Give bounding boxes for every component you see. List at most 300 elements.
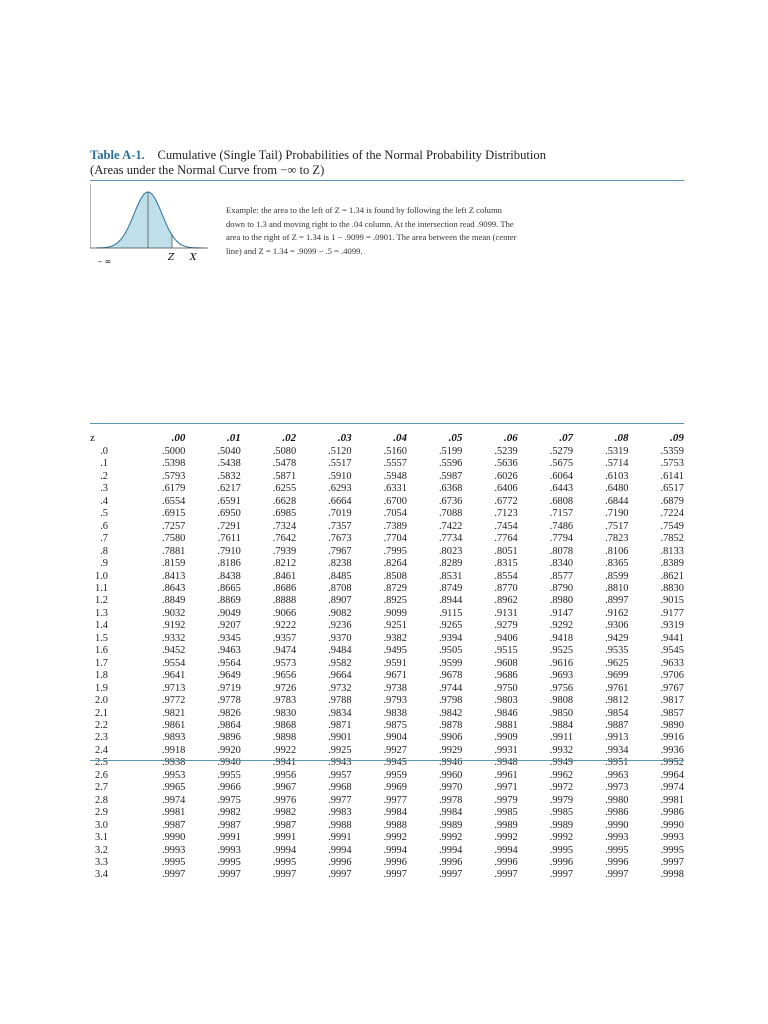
probability-cell: .9974 xyxy=(660,782,684,794)
normal-curve-svg xyxy=(90,184,210,266)
table-row xyxy=(90,670,684,682)
probability-cell: .9319 xyxy=(660,620,684,632)
probability-cell: .8212 xyxy=(272,558,297,570)
probability-cell: .5000 xyxy=(162,446,186,457)
z-table xyxy=(90,429,684,882)
probability-cell: .9994 xyxy=(328,844,352,856)
table-row xyxy=(90,583,684,595)
x-label: X xyxy=(190,253,197,263)
probability-cell: .9957 xyxy=(328,769,352,781)
probability-cell: .8554 xyxy=(494,570,518,582)
probability-cell: .9761 xyxy=(605,682,629,694)
probability-cell: .7995 xyxy=(383,545,407,557)
probability-cell: .9162 xyxy=(605,607,629,619)
probability-cell: .9591 xyxy=(383,657,407,669)
z-value-cell xyxy=(90,670,130,682)
probability-cell: .6141 xyxy=(660,470,684,482)
probability-cell: .9989 xyxy=(549,819,574,831)
z-value-cell xyxy=(90,620,130,632)
example-line-2: down to 1.3 and moving right to the .04 column. At the intersection read .9099. The xyxy=(226,218,514,229)
probability-cell: .8962 xyxy=(494,595,518,607)
z-value: 1.8 xyxy=(95,670,108,682)
probability-cell: .7190 xyxy=(605,508,629,520)
probability-cell: .9995 xyxy=(217,856,241,868)
table-row xyxy=(90,645,684,657)
probability-cell: .9535 xyxy=(605,645,629,657)
z-value-cell xyxy=(90,795,130,807)
probability-cell: .8869 xyxy=(217,595,241,607)
probability-cell: .9979 xyxy=(494,794,518,806)
probability-cell: .9983 xyxy=(328,807,352,819)
probability-cell: .9992 xyxy=(438,832,463,844)
probability-cell: .8289 xyxy=(438,558,463,570)
probability-cell: .9988 xyxy=(328,819,352,831)
probability-cell: .7324 xyxy=(272,520,297,532)
probability-cell: .7224 xyxy=(660,508,684,520)
probability-cell: .9980 xyxy=(605,794,629,806)
probability-cell: .9564 xyxy=(217,657,241,669)
probability-cell: .9887 xyxy=(605,719,629,731)
probability-cell: .8340 xyxy=(549,558,574,570)
probability-cell: .9177 xyxy=(660,607,684,619)
probability-cell: .9996 xyxy=(494,856,518,868)
probability-cell: .9918 xyxy=(162,744,186,756)
probability-cell: .9906 xyxy=(438,732,463,744)
table-row xyxy=(90,708,684,720)
probability-cell: .7088 xyxy=(438,508,463,520)
probability-cell: .5478 xyxy=(272,458,297,470)
probability-cell: .9973 xyxy=(605,782,629,794)
probability-cell: .7852 xyxy=(660,533,684,545)
probability-cell: .9997 xyxy=(383,869,407,881)
probability-cell: .8485 xyxy=(328,570,352,582)
z-value: .7 xyxy=(100,533,108,545)
probability-cell: .9525 xyxy=(549,645,574,657)
z-value-cell xyxy=(90,695,130,707)
probability-cell: .5636 xyxy=(494,458,518,470)
probability-cell: .9838 xyxy=(383,707,407,719)
z-value: .5 xyxy=(100,508,108,520)
probability-cell: .9664 xyxy=(328,670,352,682)
probability-cell: .9115 xyxy=(439,607,463,619)
probability-cell: .9978 xyxy=(438,794,463,806)
probability-cell: .7580 xyxy=(162,533,186,545)
probability-cell: .9783 xyxy=(272,695,297,707)
z-value-cell xyxy=(90,683,130,695)
probability-cell: .8944 xyxy=(438,595,463,607)
probability-cell: .9441 xyxy=(660,632,684,644)
probability-cell: .9997 xyxy=(549,869,574,881)
probability-cell: .9656 xyxy=(272,670,297,682)
probability-cell: .9909 xyxy=(494,732,518,744)
probability-cell: .9985 xyxy=(494,807,518,819)
probability-cell: .9987 xyxy=(162,819,186,831)
probability-cell: .9992 xyxy=(383,832,407,844)
probability-cell: .9830 xyxy=(272,707,297,719)
probability-cell: .9793 xyxy=(383,695,407,707)
z-value: .0 xyxy=(100,446,108,457)
probability-cell: .5871 xyxy=(272,470,297,482)
probability-cell: .9960 xyxy=(438,769,463,781)
column-header: .02 xyxy=(282,431,297,444)
probability-cell: .9706 xyxy=(660,670,684,682)
probability-cell: .9893 xyxy=(162,732,186,744)
probability-cell: .9357 xyxy=(272,632,297,644)
probability-cell: .9826 xyxy=(217,707,241,719)
probability-cell: .5438 xyxy=(217,458,241,470)
probability-cell: .9370 xyxy=(328,632,352,644)
probability-cell: .9956 xyxy=(272,769,297,781)
probability-cell: .9904 xyxy=(383,732,407,744)
table-label: Table A-1. xyxy=(90,148,145,162)
probability-cell: .5239 xyxy=(494,446,518,457)
probability-cell: .6368 xyxy=(438,483,463,495)
probability-cell: .9994 xyxy=(272,844,297,856)
probability-cell: .8729 xyxy=(383,582,407,594)
probability-cell: .9996 xyxy=(383,856,407,868)
probability-cell: .6103 xyxy=(605,470,629,482)
probability-cell: .9846 xyxy=(494,707,518,719)
bottom-rule xyxy=(90,760,684,761)
probability-cell: .9429 xyxy=(605,632,629,644)
z-value-cell xyxy=(90,720,130,732)
table-row xyxy=(90,770,684,782)
probability-cell: .9929 xyxy=(438,744,463,756)
probability-cell: .5120 xyxy=(328,446,352,457)
probability-cell: .9713 xyxy=(162,682,186,694)
probability-cell: .8577 xyxy=(549,570,574,582)
probability-cell: .9934 xyxy=(605,744,629,756)
z-value: .2 xyxy=(100,470,108,482)
probability-cell: .9995 xyxy=(605,844,629,856)
probability-cell: .9985 xyxy=(549,807,574,819)
probability-cell: .9452 xyxy=(162,645,186,657)
probability-cell: .7794 xyxy=(549,533,574,545)
probability-cell: .9995 xyxy=(549,844,574,856)
table-header-row xyxy=(90,429,684,446)
probability-cell: .9032 xyxy=(162,607,186,619)
probability-cell: .9913 xyxy=(605,732,629,744)
probability-cell: .9992 xyxy=(549,832,574,844)
table-row xyxy=(90,720,684,732)
probability-cell: .9881 xyxy=(494,719,518,731)
probability-cell: .9898 xyxy=(272,732,297,744)
z-value: 3.4 xyxy=(95,869,108,881)
probability-cell: .9671 xyxy=(383,670,407,682)
probability-cell: .5714 xyxy=(605,458,629,470)
z-value-cell xyxy=(90,770,130,782)
probability-cell: .9991 xyxy=(328,832,352,844)
probability-cell: .7910 xyxy=(217,545,241,557)
probability-cell: .9971 xyxy=(494,782,518,794)
probability-cell: .8159 xyxy=(162,558,186,570)
probability-cell: .9798 xyxy=(438,695,463,707)
z-value: 3.3 xyxy=(95,856,108,868)
probability-cell: .9744 xyxy=(438,682,463,694)
z-value: 1.7 xyxy=(95,657,108,669)
probability-cell: .7549 xyxy=(660,520,684,532)
probability-cell: .9484 xyxy=(328,645,352,657)
z-column-header: z xyxy=(90,431,95,444)
probability-cell: .6331 xyxy=(383,483,407,495)
probability-cell: .9719 xyxy=(217,682,241,694)
probability-cell: .7704 xyxy=(383,533,407,545)
probability-cell: .8264 xyxy=(383,558,407,570)
probability-cell: .9996 xyxy=(605,856,629,868)
table-row xyxy=(90,658,684,670)
probability-cell: .9977 xyxy=(383,794,407,806)
probability-cell: .6664 xyxy=(328,495,352,507)
probability-cell: .6591 xyxy=(217,495,241,507)
probability-cell: .8888 xyxy=(272,595,297,607)
table-row xyxy=(90,832,684,844)
table-row xyxy=(90,483,684,495)
probability-cell: .9946 xyxy=(438,757,463,769)
probability-cell: .8133 xyxy=(660,545,684,557)
probability-cell: .9964 xyxy=(660,769,684,781)
probability-cell: .6554 xyxy=(162,495,186,507)
probability-cell: .9418 xyxy=(549,632,574,644)
probability-cell: .9993 xyxy=(162,844,186,856)
probability-cell: .6293 xyxy=(328,483,352,495)
z-value-cell xyxy=(90,608,130,620)
probability-cell: .9878 xyxy=(438,719,463,731)
column-header: .06 xyxy=(503,431,518,444)
probability-cell: .6255 xyxy=(272,483,297,495)
table-row xyxy=(90,695,684,707)
example-text xyxy=(226,204,592,258)
z-value-cell xyxy=(90,820,130,832)
probability-cell: .9292 xyxy=(549,620,574,632)
z-value-cell xyxy=(90,708,130,720)
probability-cell: .9984 xyxy=(438,807,463,819)
probability-cell: .8106 xyxy=(605,545,629,557)
table-row xyxy=(90,620,684,632)
probability-cell: .9901 xyxy=(328,732,352,744)
z-value: 2.3 xyxy=(95,732,108,744)
probability-cell: .9625 xyxy=(605,657,629,669)
probability-cell: .9236 xyxy=(328,620,352,632)
column-header: .01 xyxy=(227,431,241,444)
z-value-cell xyxy=(90,571,130,583)
probability-cell: .9986 xyxy=(660,807,684,819)
probability-cell: .9505 xyxy=(438,645,463,657)
probability-cell: .6808 xyxy=(549,495,574,507)
probability-cell: .5199 xyxy=(438,446,463,457)
probability-cell: .5160 xyxy=(383,446,407,457)
probability-cell: .9911 xyxy=(550,732,574,744)
probability-cell: .9842 xyxy=(438,707,463,719)
probability-cell: .9995 xyxy=(660,844,684,856)
z-value: .3 xyxy=(100,483,108,495)
z-value: 3.0 xyxy=(95,819,108,831)
probability-cell: .9192 xyxy=(162,620,186,632)
probability-cell: .9938 xyxy=(162,757,186,769)
z-value: .8 xyxy=(100,545,108,557)
probability-cell: .9871 xyxy=(328,719,352,731)
probability-cell: .8980 xyxy=(549,595,574,607)
probability-cell: .8925 xyxy=(383,595,407,607)
probability-cell: .9474 xyxy=(272,645,297,657)
probability-cell: .9495 xyxy=(383,645,407,657)
probability-cell: .9394 xyxy=(438,632,463,644)
column-header: .09 xyxy=(670,431,684,444)
probability-cell: .8461 xyxy=(272,570,297,582)
probability-cell: .9996 xyxy=(549,856,574,868)
probability-cell: .9854 xyxy=(605,707,629,719)
z-value: 1.5 xyxy=(95,632,108,644)
probability-cell: .8238 xyxy=(328,558,352,570)
z-value: .9 xyxy=(100,558,108,570)
probability-cell: .5080 xyxy=(272,446,297,457)
probability-cell: .9972 xyxy=(549,782,574,794)
probability-cell: .8621 xyxy=(660,570,684,582)
probability-cell: .6443 xyxy=(549,483,574,495)
z-value: 2.8 xyxy=(95,794,108,806)
probability-cell: .9951 xyxy=(605,757,629,769)
probability-cell: .9989 xyxy=(438,819,463,831)
probability-cell: .9945 xyxy=(383,757,407,769)
probability-cell: .9788 xyxy=(328,695,352,707)
normal-curve-figure xyxy=(90,184,210,266)
table-row xyxy=(90,571,684,583)
probability-cell: .9726 xyxy=(272,682,297,694)
probability-cell: .9997 xyxy=(272,869,297,881)
probability-cell: .9959 xyxy=(383,769,407,781)
probability-cell: .9515 xyxy=(494,645,518,657)
probability-cell: .7123 xyxy=(494,508,518,520)
probability-cell: .9608 xyxy=(494,657,518,669)
example-line-4: line) and Z = 1.34 = .9099 − .5 = .4099. xyxy=(226,245,363,256)
probability-cell: .7673 xyxy=(328,533,352,545)
probability-cell: .8023 xyxy=(438,545,463,557)
probability-cell: .6517 xyxy=(660,483,684,495)
z-value-cell xyxy=(90,508,130,520)
probability-cell: .6985 xyxy=(272,508,297,520)
probability-cell: .9961 xyxy=(494,769,518,781)
probability-cell: .9633 xyxy=(660,657,684,669)
z-value: 1.9 xyxy=(95,682,108,694)
probability-cell: .9864 xyxy=(217,719,241,731)
z-value: .1 xyxy=(100,458,108,470)
probability-cell: .6480 xyxy=(605,483,629,495)
probability-cell: .7454 xyxy=(494,520,518,532)
probability-cell: .7257 xyxy=(162,520,186,532)
probability-cell: .9082 xyxy=(328,607,352,619)
z-value-cell xyxy=(90,595,130,607)
probability-cell: .9641 xyxy=(162,670,186,682)
table-row xyxy=(90,683,684,695)
neg-infinity-label: – ∞ xyxy=(98,257,112,266)
probability-cell: .9750 xyxy=(494,682,518,694)
z-value: 2.7 xyxy=(95,782,108,794)
probability-cell: .9772 xyxy=(162,695,186,707)
probability-cell: .9868 xyxy=(272,719,297,731)
probability-cell: .9686 xyxy=(494,670,518,682)
table-row xyxy=(90,458,684,470)
probability-cell: .9049 xyxy=(217,607,241,619)
probability-cell: .9573 xyxy=(272,657,297,669)
probability-cell: .8665 xyxy=(217,582,241,594)
probability-cell: .9925 xyxy=(328,744,352,756)
table-row xyxy=(90,857,684,869)
example-line-1: Example: the area to the left of Z = 1.34 is found by following the left Z column xyxy=(226,205,502,215)
probability-cell: .9850 xyxy=(549,707,574,719)
table-row xyxy=(90,782,684,794)
probability-cell: .9406 xyxy=(494,632,518,644)
z-value: 3.2 xyxy=(95,844,108,856)
probability-cell: .8531 xyxy=(438,570,463,582)
probability-cell: .9936 xyxy=(660,744,684,756)
z-value-cell xyxy=(90,745,130,757)
shaded-area xyxy=(96,192,172,248)
table-row xyxy=(90,533,684,545)
z-value-cell xyxy=(90,496,130,508)
probability-cell: .6736 xyxy=(438,495,463,507)
probability-cell: .9993 xyxy=(660,832,684,844)
probability-cell: .5279 xyxy=(549,446,574,457)
probability-cell: .6700 xyxy=(383,495,407,507)
table-row xyxy=(90,845,684,857)
probability-cell: .7939 xyxy=(272,545,297,557)
probability-cell: .9817 xyxy=(660,695,684,707)
probability-cell: .9649 xyxy=(217,670,241,682)
probability-cell: .9890 xyxy=(660,719,684,731)
probability-cell: .6179 xyxy=(162,483,186,495)
probability-cell: .9990 xyxy=(605,819,629,831)
probability-cell: .9996 xyxy=(328,856,352,868)
probability-cell: .9990 xyxy=(162,832,186,844)
probability-cell: .9678 xyxy=(438,670,463,682)
probability-cell: .9982 xyxy=(272,807,297,819)
probability-cell: .9463 xyxy=(217,645,241,657)
example-line-3: area to the right of Z = 1.34 is 1 − .9099 = .0901. The area between the mean (center xyxy=(226,232,517,242)
probability-cell: .7611 xyxy=(217,533,241,545)
z-value: .6 xyxy=(100,520,108,532)
table-title-text: Cumulative (Single Tail) Probabilities of the Normal Probability Distribution xyxy=(157,148,546,162)
column-header: .07 xyxy=(559,431,574,444)
probability-cell: .7881 xyxy=(162,545,186,557)
column-header: .05 xyxy=(448,431,463,444)
probability-cell: .9976 xyxy=(272,794,297,806)
probability-cell: .9962 xyxy=(549,769,574,781)
column-header: .00 xyxy=(171,431,186,444)
probability-cell: .7642 xyxy=(272,533,297,545)
probability-cell: .9997 xyxy=(162,869,186,881)
probability-cell: .9986 xyxy=(605,807,629,819)
probability-cell: .9974 xyxy=(162,794,186,806)
probability-cell: .9821 xyxy=(162,707,186,719)
probability-cell: .5987 xyxy=(438,470,463,482)
probability-cell: .9147 xyxy=(549,607,574,619)
table-row xyxy=(90,446,684,458)
probability-cell: .6064 xyxy=(549,470,574,482)
probability-cell: .9699 xyxy=(605,670,629,682)
probability-cell: .9896 xyxy=(217,732,241,744)
probability-cell: .9812 xyxy=(605,695,629,707)
probability-cell: .8599 xyxy=(605,570,629,582)
probability-cell: .9998 xyxy=(660,869,684,881)
probability-cell: .9987 xyxy=(272,819,297,831)
table-title xyxy=(90,148,684,163)
probability-cell: .5319 xyxy=(605,446,629,457)
table-row xyxy=(90,595,684,607)
probability-cell: .6844 xyxy=(605,495,629,507)
probability-cell: .9953 xyxy=(162,769,186,781)
probability-cell: .7764 xyxy=(494,533,518,545)
probability-cell: .9991 xyxy=(217,832,241,844)
probability-cell: .5910 xyxy=(328,470,352,482)
